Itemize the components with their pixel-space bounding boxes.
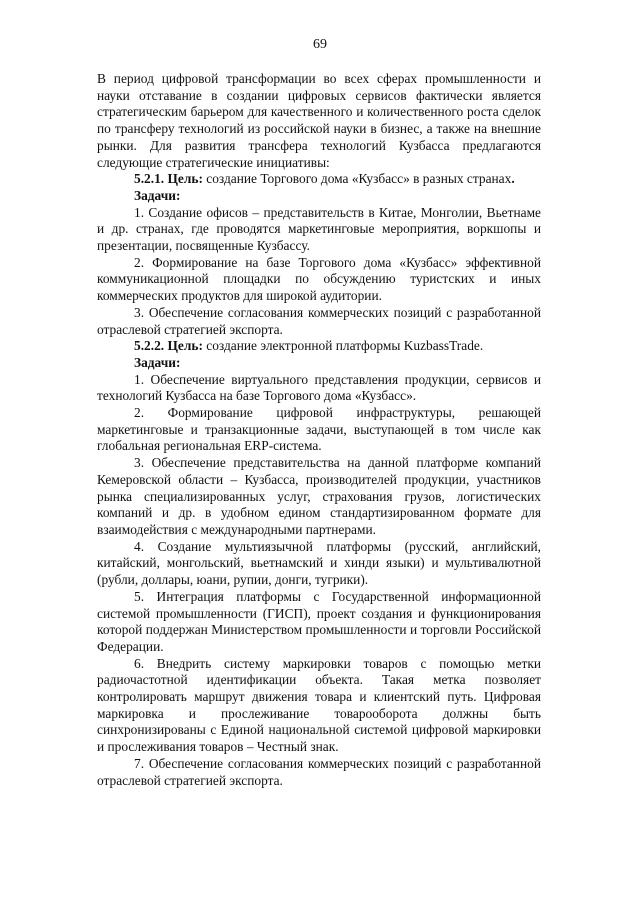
goal-2-heading xyxy=(97,338,541,355)
goal-2-number: 5.2.2. xyxy=(134,338,165,354)
goal-1-task-3: 3. Обеспечение согласования коммерческих позиций с разработанной отраслевой стратегией экспорта. xyxy=(97,304,541,337)
goal-2-tasks-label: Задачи: xyxy=(134,354,181,370)
goal-2-task-6: 6. Внедрить систему маркировки товаров с помощью метки радиочастотной идентификации объекта. Такая метка позволяет контролировать маршрут движения товара и клиентский путь. Цифровая маркировка и прослеживание товарооборота должны быть синхронизированы с Единой национальной системой цифровой маркировки и прослеживания товаров – Честный знак. xyxy=(97,655,541,755)
goal-2-task-7: 7. Обеспечение согласования коммерческих позиций с разработанной отраслевой стратегией экспорта. xyxy=(97,755,541,788)
page-content xyxy=(97,71,541,789)
goal-1-task-2: 2. Формирование на базе Торгового дома «Кузбасс» эффективной коммуникационной площадки по обсуждению туристских и иных коммерческих продуктов для широкой аудитории. xyxy=(97,254,541,304)
goal-2-label: Цель: xyxy=(167,338,203,354)
goal-1-text: создание Торгового дома «Кузбасс» в разных странах xyxy=(206,171,512,187)
goal-2-task-1: 1. Обеспечение виртуального представления продукции, сервисов и технологий Кузбасса на базе Торгового дома «Кузбасс». xyxy=(97,371,541,404)
goal-1-task-1: 1. Создание офисов – представительств в Китае, Монголии, Вьетнаме и др. странах, где проводятся маркетинговые мероприятия, воркшопы и презентации, посвященные Кузбассу. xyxy=(97,204,541,254)
goal-1-trailing-dot: . xyxy=(511,171,515,187)
goal-1-number: 5.2.1. xyxy=(134,171,165,187)
goal-2-task-3: 3. Обеспечение представительства на данной платформе компаний Кемеровской области – Кузбасса, производителей продукции, участников рынка специализированных услуг, страхования грузов, логистических компаний и др. в удобном едином стандартизированном формате для взаимодействия с международными партнерами. xyxy=(97,455,541,537)
page-number: 69 xyxy=(313,37,327,52)
goal-2-task-4: 4. Создание мультиязычной платформы (русский, английский, китайский, монгольский, вьетнамский и хинди языки) и мультивалютной (рубли, доллары, юани, рупии, донги, тугрики). xyxy=(97,538,541,588)
goal-2-task-5: 5. Интеграция платформы с Государственной информационной системой промышленности (ГИСП), проект создания и функционирования которой поддержан Министерством промышленности и торговли Российской Федерации. xyxy=(97,588,541,654)
goal-1-heading xyxy=(97,171,541,188)
goal-2-task-2: 2. Формирование цифровой инфраструктуры, решающей маркетинговые и транзакционные задачи, выступающей в том числе как глобальная региональная ERP-система. xyxy=(97,405,541,454)
goal-2-text: создание электронной платформы KuzbassTrade. xyxy=(206,338,484,354)
intro-paragraph: В период цифровой трансформации во всех сферах промышленности и науки отставание в создании цифровых сервисов фактически является стратегическим барьером для качественного и количественного роста сделок по трансферу технологий из российской науки в бизнес, а также на внешние рынки. Для развития трансфера технологий Кузбасса предлагаются следующие стратегические инициативы: xyxy=(97,71,541,170)
goal-1-label: Цель: xyxy=(167,171,203,187)
goal-1-tasks-label: Задачи: xyxy=(134,187,181,203)
